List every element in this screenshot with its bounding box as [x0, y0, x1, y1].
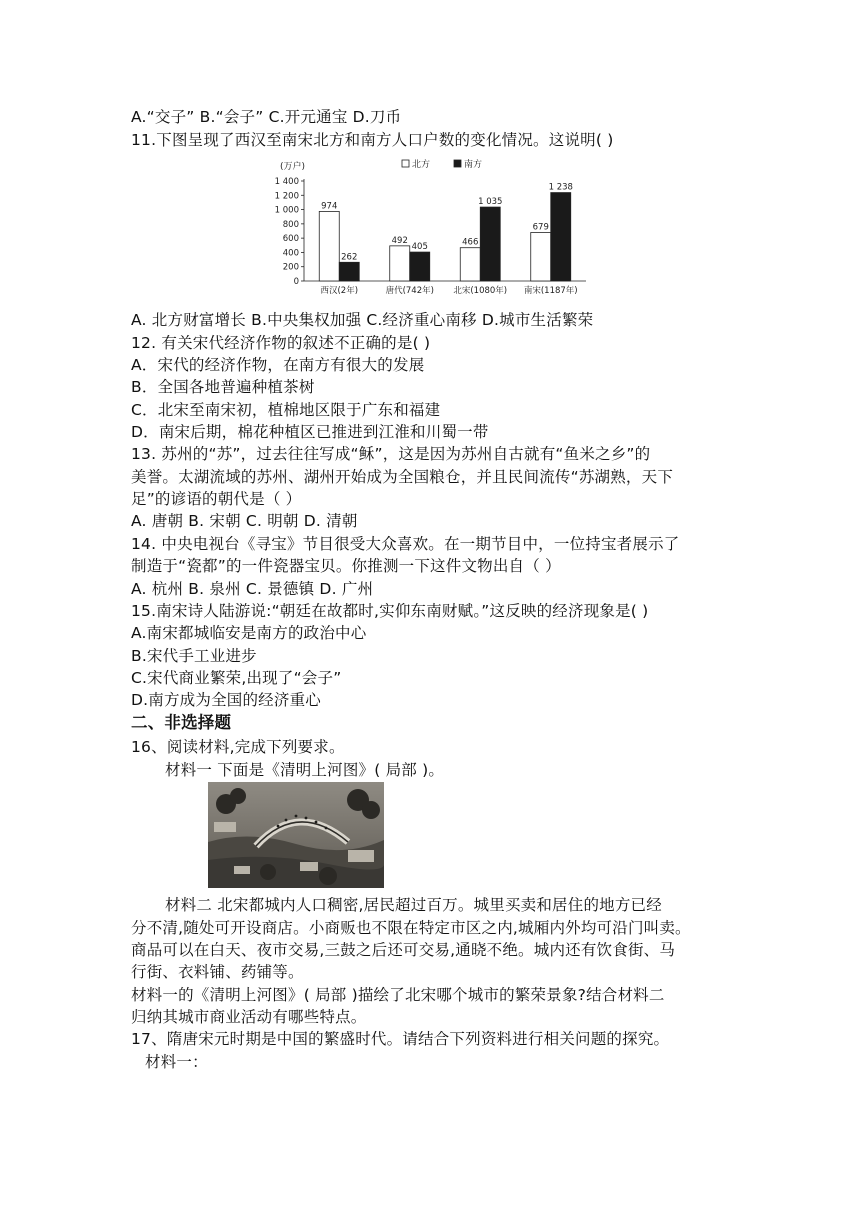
q12-stem: 12. 有关宋代经济作物的叙述不正确的是( ) — [131, 334, 431, 352]
bar-value-label: 1 238 — [548, 182, 573, 193]
y-tick-label: 1 000 — [274, 205, 299, 216]
q15-stem: 15.南宋诗人陆游说:“朝廷在故都时,实仰东南财赋。”这反映的经济现象是( ) — [131, 602, 649, 620]
q15-option-d: D.南方成为全国的经济重心 — [131, 691, 321, 709]
legend-swatch-0 — [402, 160, 409, 167]
x-tick-label: 唐代(742年) — [385, 286, 434, 296]
bar-南方-3 — [551, 193, 571, 281]
q15-option-a: A.南宋都城临安是南方的政治中心 — [131, 624, 367, 642]
bar-南方-2 — [480, 207, 500, 281]
q14-line-1: 14. 中央电视台《寻宝》节目很受大众喜欢。在一期节目中，一位持宝者展示了 — [131, 535, 680, 553]
q17-stem: 17、隋唐宋元时期是中国的繁盛时代。请结合下列资料进行相关问题的探究。 — [131, 1030, 670, 1048]
bar-北方-2 — [460, 248, 480, 281]
q12-option-b: B．全国各地普遍种植茶树 — [131, 378, 315, 396]
q13-options: A. 唐朝 B. 宋朝 C. 明朝 D. 清朝 — [131, 512, 358, 530]
y-tick-label: 1 400 — [274, 177, 299, 187]
bar-南方-1 — [410, 252, 430, 281]
q12-option-a: A．宋代的经济作物，在南方有很大的发展 — [131, 356, 425, 374]
bar-value-label: 1 035 — [478, 197, 503, 208]
q11-options: A. 北方财富增长 B.中央集权加强 C.经济重心南移 D.城市生活繁荣 — [131, 311, 594, 329]
y-tick-label: 200 — [282, 262, 299, 273]
q12-option-c: C．北宋至南宋初，植棉地区限于广东和福建 — [131, 401, 441, 419]
y-tick-label: 0 — [293, 277, 299, 287]
legend-swatch-1 — [454, 160, 461, 167]
bar-value-label: 466 — [462, 237, 479, 248]
bar-value-label: 405 — [411, 242, 428, 253]
bar-value-label: 262 — [341, 252, 358, 263]
material-2-line-1: 材料二 北宋都城内人口稠密,居民超过百万。城里买卖和居住的地方已经 — [165, 896, 662, 914]
material-2-line-4: 行街、衣料铺、药铺等。 — [131, 963, 304, 981]
q11-stem: 11.下图呈现了西汉至南宋北方和南方人口户数的变化情况。这说明( ) — [131, 131, 614, 149]
q16-stem: 16、阅读材料,完成下列要求。 — [131, 738, 345, 756]
bar-value-label: 974 — [321, 201, 338, 212]
bar-value-label: 492 — [391, 235, 408, 246]
q13-line-3: 足”的谚语的朝代是（ ） — [131, 490, 302, 508]
bar-value-label: 679 — [532, 222, 549, 233]
y-tick-label: 1 200 — [274, 191, 299, 202]
bar-北方-0 — [319, 211, 339, 281]
q14-options: A. 杭州 B. 泉州 C. 景德镇 D. 广州 — [131, 580, 374, 598]
qingming-painting-icon — [208, 782, 384, 888]
bar-北方-3 — [531, 233, 551, 282]
chart-unit-label: (万户) — [280, 162, 306, 172]
x-tick-label: 西汉(2年) — [320, 286, 359, 296]
q13-line-2: 美誉。太湖流域的苏州、湖州开始成为全国粮仓，并且民间流传“苏湖熟，天下 — [131, 468, 674, 486]
legend-label-1: 南方 — [464, 160, 483, 170]
q12-option-d: D．南宋后期，棉花种植区已推进到江淮和川蜀一带 — [131, 423, 489, 441]
bar-北方-1 — [390, 246, 410, 281]
population-bar-chart — [268, 155, 598, 303]
q10-options: A.“交子” B.“会子” C.开元通宝 D.刀币 — [131, 108, 402, 126]
bar-南方-0 — [339, 262, 359, 281]
material-2-line-3: 商品可以在白天、夜市交易,三鼓之后还可交易,通晓不绝。城内还有饮食街、马 — [131, 941, 676, 959]
material-1: 材料一 下面是《清明上河图》( 局部 )。 — [165, 761, 445, 779]
legend-label-0: 北方 — [412, 160, 431, 170]
material-2-line-2: 分不清,随处可开设商店。小商贩也不限在特定市区之内,城厢内外均可沿门叫卖。 — [131, 919, 691, 937]
q16-question-line-1: 材料一的《清明上河图》( 局部 )描绘了北宋哪个城市的繁荣景象?结合材料二 — [131, 986, 665, 1004]
q17-material-1: 材料一： — [145, 1053, 208, 1071]
q16-question-line-2: 归纳其城市商业活动有哪些特点。 — [131, 1008, 367, 1026]
y-tick-label: 800 — [282, 219, 299, 230]
x-tick-label: 北宋(1080年) — [453, 286, 508, 296]
q15-option-b: B.宋代手工业进步 — [131, 647, 257, 665]
section-heading: 二、非选择题 — [131, 713, 232, 732]
q14-line-2: 制造于“瓷都”的一件瓷器宝贝。你推测一下这件文物出自（ ） — [131, 557, 561, 575]
q13-line-1: 13. 苏州的“苏”，过去往往写成“稣”，这是因为苏州自古就有“鱼米之乡”的 — [131, 445, 651, 463]
y-tick-label: 400 — [282, 248, 299, 259]
x-tick-label: 南宋(1187年) — [523, 286, 578, 296]
q15-option-c: C.宋代商业繁荣,出现了“会子” — [131, 669, 342, 687]
y-tick-label: 600 — [282, 234, 299, 245]
